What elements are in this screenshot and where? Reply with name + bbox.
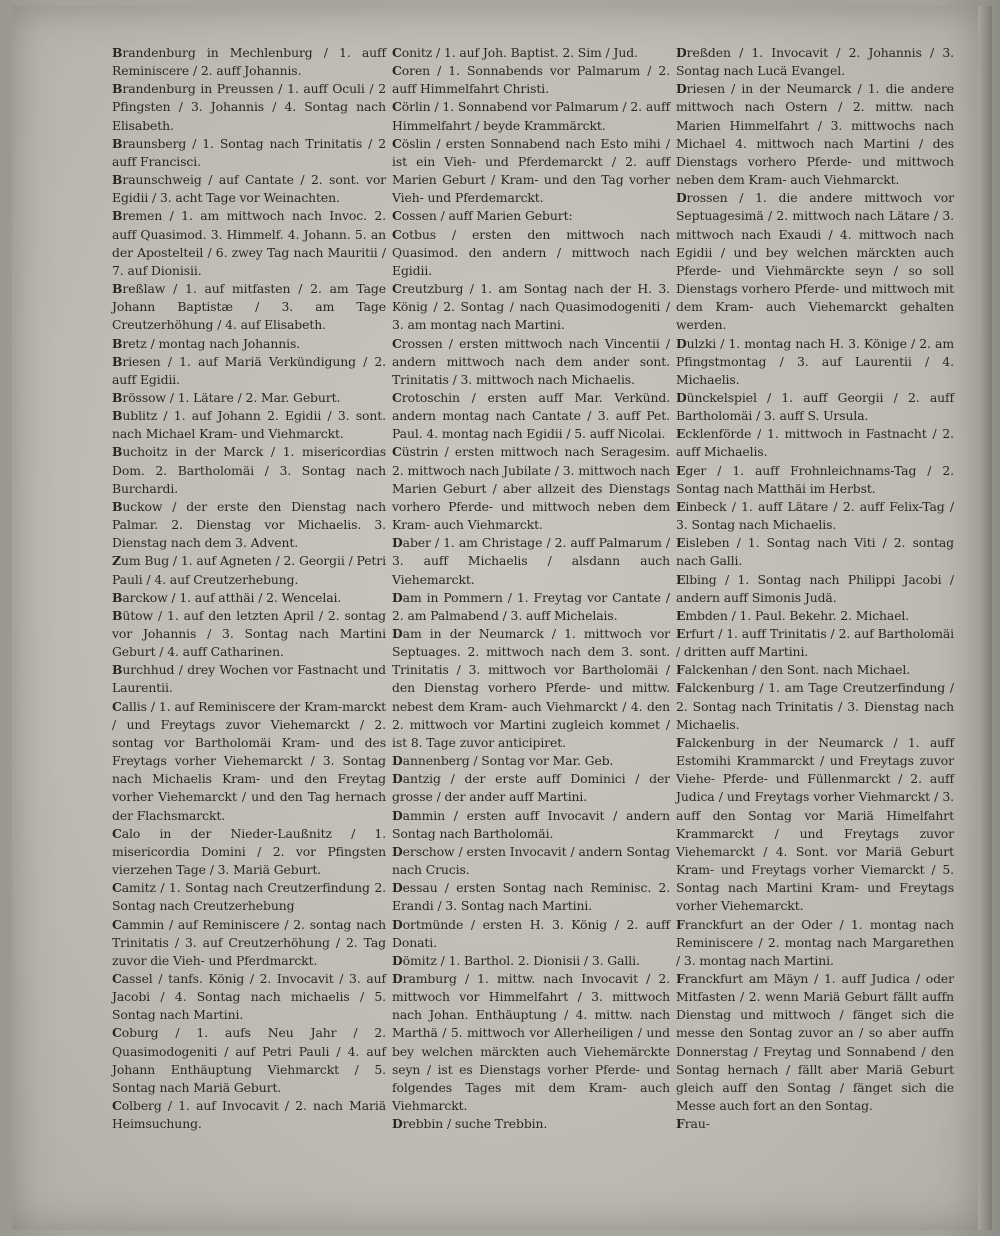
market-entry: Dam in der Neumarck / 1. mittwoch vor Septuages. 2. mittwoch nach dem 3. sont. Trinitatis / 3. mittwoch vor Bartholomäi / den Dienstag vorhero Pferde- und mittw. nebest dem Kram- auch Viehmarckt / 4. den 2. mittwoch vor Martini zugleich kommet / ist 8. Tage zuvor anticipiret. bbox=[392, 626, 670, 750]
market-entry: Braunschweig / auf Cantate / 2. sont. vor Egidii / 3. acht Tage vor Weinachten. bbox=[112, 172, 386, 206]
market-entry: Bütow / 1. auf den letzten April / 2. sontag vor Johannis / 3. Sontag nach Martini Geburt / 4. auff Catharinen. bbox=[112, 607, 386, 660]
market-entry: Falckenburg / 1. am Tage Creutzerfindung / 2. Sontag nach Trinitatis / 3. Dienstag nach Michaelis. bbox=[676, 680, 954, 732]
market-entry: Cassel / tanfs. König / 2. Invocavit / 3. auf Jacobi / 4. Sontag nach michaelis / 5. Sontag nach Martini. bbox=[112, 970, 386, 1023]
market-entry: Colberg / 1. auf Invocavit / 2. nach Mariä Heimsuchung. bbox=[112, 1098, 386, 1132]
text-column-1 bbox=[112, 44, 386, 1133]
market-entry: Dam in Pommern / 1. Freytag vor Cantate / 2. am Palmabend / 3. auff Michelais. bbox=[392, 589, 670, 623]
market-entry: Bretz / montag nach Johannis. bbox=[112, 335, 301, 351]
market-entry: Dreßden / 1. Invocavit / 2. Johannis / 3. Sontag nach Lucä Evangel. bbox=[676, 45, 954, 79]
market-entry: Crossen / ersten mittwoch nach Vincentii / andern mittwoch nach dem ander sont. Trinitatis / 3. mittwoch nach Michaelis. bbox=[392, 335, 670, 387]
market-entry: Coren / 1. Sonnabends vor Palmarum / 2. auff Himmelfahrt Christi. bbox=[392, 63, 670, 97]
market-entry: Bublitz / 1. auf Johann 2. Egidii / 3. sont. nach Michael Kram- und Viehmarckt. bbox=[112, 408, 386, 442]
market-entry: Dortmünde / ersten H. 3. König / 2. auff Donati. bbox=[392, 916, 670, 950]
market-entry: Brandenburg in Mechlenburg / 1. auff Reminiscere / 2. auff Johannis. bbox=[112, 45, 386, 79]
market-entry: Callis / 1. auf Reminiscere der Kram-marckt / und Freytags zuvor Viehemarckt / 2. sontag vor Bartholomäi Kram- und des Freytags vorher Viehemarckt / 3. Sontag nach Michaelis Kram- und den Freytag vorher Viehemarckt / und den Tag hernach der Flachsmarckt. bbox=[112, 698, 386, 823]
market-entry: Briesen / 1. auf Mariä Verkündigung / 2. auff Egidii. bbox=[112, 353, 386, 387]
market-entry: Creutzburg / 1. am Sontag nach der H. 3. König / 2. Sontag / nach Quasimodogeniti / 3. am montag nach Martini. bbox=[392, 281, 670, 333]
market-entry: Dannenberg / Sontag vor Mar. Geb. bbox=[392, 753, 614, 769]
market-entry: Ecklenförde / 1. mittwoch in Fastnacht / 2. auff Michaelis. bbox=[676, 426, 954, 460]
text-column-2 bbox=[392, 44, 670, 1133]
market-entry: Burchhud / drey Wochen vor Fastnacht und Laurentii. bbox=[112, 662, 386, 696]
market-entry: Elbing / 1. Sontag nach Philippi Jacobi / andern auff Simonis Judä. bbox=[676, 571, 954, 605]
market-entry: Calo in der Nieder-Laußnitz / 1. misericordia Domini / 2. vor Pfingsten vierzehen Tage / 3. Mariä Geburt. bbox=[112, 825, 386, 878]
market-entry: Daber / 1. am Christage / 2. auff Palmarum / 3. auff Michaelis / alsdann auch Viehemarckt. bbox=[392, 535, 670, 587]
market-entry: Cossen / auff Marien Geburt: bbox=[392, 208, 573, 224]
market-entry: Frau- bbox=[676, 1116, 710, 1132]
market-entry: Franckfurt an der Oder / 1. montag nach Reminiscere / 2. montag nach Margarethen / 3. montag nach Martini. bbox=[676, 916, 954, 968]
market-entry: Embden / 1. Paul. Bekehr. 2. Michael. bbox=[676, 607, 910, 623]
text-column-3 bbox=[676, 44, 954, 1133]
market-entry: Buchoitz in der Marck / 1. misericordias Dom. 2. Bartholomäi / 3. Sontag nach Burchardi. bbox=[112, 444, 386, 496]
market-entry: Drossen / 1. die andere mittwoch vor Septuagesimä / 2. mittwoch nach Lätare / 3. mittwoch nach Exaudi / 4. mittwoch nach Egidii / und bey welchen märckten auch Pferde- und Viehmärckte seyn / so soll Dienstags vorhero Pferde- und mittwoch mit dem Kram- auch Viehemarckt gehalten werden. bbox=[676, 190, 954, 333]
page-edge bbox=[978, 6, 992, 1230]
market-entry: Breßlaw / 1. auf mitfasten / 2. am Tage Johann Baptistæ / 3. am Tage Creutzerhöhung / 4. auf Elisabeth. bbox=[112, 281, 386, 333]
market-entry: Brössow / 1. Lätare / 2. Mar. Geburt. bbox=[112, 389, 341, 405]
market-entry: Dömitz / 1. Barthol. 2. Dionisii / 3. Galli. bbox=[392, 952, 640, 968]
market-entry: Cotbus / ersten den mittwoch nach Quasimod. den andern / mittwoch nach Egidii. bbox=[392, 226, 670, 278]
market-entry: Zum Bug / 1. auf Agneten / 2. Georgii / Petri Pauli / 4. auf Creutzerhebung. bbox=[112, 553, 386, 587]
market-entry: Dammin / ersten auff Invocavit / andern Sontag nach Bartholomäi. bbox=[392, 807, 670, 841]
market-entry: Dantzig / der erste auff Dominici / der grosse / der ander auff Martini. bbox=[392, 771, 670, 805]
market-entry: Brandenburg in Preussen / 1. auff Oculi / 2 Pfingsten / 3. Johannis / 4. Sontag nach Elisabeth. bbox=[112, 81, 386, 133]
market-entry: Dünckelspiel / 1. auff Georgii / 2. auff Bartholomäi / 3. auff S. Ursula. bbox=[676, 389, 954, 424]
market-entry: Bremen / 1. am mittwoch nach Invoc. 2. auff Quasimod. 3. Himmelf. 4. Johann. 5. an der Apostelteil / 6. zwey Tag nach Mauritii / 7. auf Dionisii. bbox=[112, 208, 386, 278]
market-entry: Driesen / in der Neumarck / 1. die andere mittwoch nach Ostern / 2. mittw. nach Marien Himmelfahrt / 3. mittwochs nach Michael 4. mittwoch nach Martini / des Dienstags vorhero Pferde- und mittwoch neben dem Kram- auch Viehmarckt. bbox=[676, 81, 954, 188]
market-entry: Cüstrin / ersten mittwoch nach Seragesim. 2. mittwoch nach Jubilate / 3. mittwoch nach Marien Geburt / aber allzeit des Dienstags vorhero Pferde- und mittwoch neben dem Kram- auch Viehmarckt. bbox=[392, 444, 670, 533]
market-entry: Falckenburg in der Neumarck / 1. auff Estomihi Krammarckt / und Freytags zuvor Viehe- Pferde- und Füllenmarckt / 2. auff Judica / und Freytags vorher Viehmarckt / 3. auff den Sontag vor Mariä Himelfahrt Krammarckt / und Freytags zuvor Viehemarckt / 4. Sont. vor Mariä Geburt Kram- und Freytags vorher Viemarckt / 5. Sontag nach Martini Kram- und Freytags vorher Viehemarckt. bbox=[676, 734, 954, 914]
market-entry: Eger / 1. auff Frohnleichnams-Tag / 2. Sontag nach Matthäi im Herbst. bbox=[676, 462, 954, 496]
market-entry: Barckow / 1. auf atthäi / 2. Wencelai. bbox=[112, 589, 342, 605]
market-entry: Franckfurt am Mäyn / 1. auff Judica / oder Mitfasten / 2. wenn Mariä Geburt fällt auffn Dienstag und mittwoch / fänget sich die messe den Sontag zuvor an / so aber auffn Donnerstag / Freytag und Sonnabend / den Sontag hernach / fällt aber Mariä Geburt gleich auff den Sontag / fänget sich die Messe auch fort an den Sontag. bbox=[676, 970, 954, 1114]
market-entry: Braunsberg / 1. Sontag nach Trinitatis / 2 auff Francisci. bbox=[112, 135, 386, 169]
market-entry: Cammin / auf Reminiscere / 2. sontag nach Trinitatis / 3. auf Creutzerhöhung / 2. Tag zuvor die Vieh- und Pferdmarckt. bbox=[112, 916, 386, 968]
market-entry: Dramburg / 1. mittw. nach Invocavit / 2. mittwoch vor Himmelfahrt / 3. mittwoch nach Johan. Enthäuptung / 4. mittw. nach Marthä / 5. mittwoch vor Allerheiligen / und bey welchen märckten auch Viehemärckte seyn / ist es Dienstags vorher Pferde- und folgendes Tages mit dem Kram- auch Viehmarckt. bbox=[392, 970, 670, 1114]
market-entry: Eisleben / 1. Sontag nach Viti / 2. sontag nach Galli. bbox=[676, 535, 954, 569]
market-entry: Drebbin / suche Trebbin. bbox=[392, 1116, 548, 1132]
market-entry: Cöslin / ersten Sonnabend nach Esto mihi / ist ein Vieh- und Pferdemarckt / 2. auff Marien Geburt / Kram- und den Tag vorher Vieh- und Pferdemarckt. bbox=[392, 135, 670, 206]
market-entry: Coburg / 1. aufs Neu Jahr / 2. Quasimodogeniti / auf Petri Pauli / 4. auf Johann Enthäuptung Viehmarckt / 5. Sontag nach Mariä Geburt. bbox=[112, 1025, 386, 1095]
market-entry: Erfurt / 1. auff Trinitatis / 2. auf Bartholomäi / dritten auff Martini. bbox=[676, 626, 954, 660]
market-entry: Crotoschin / ersten auff Mar. Verkünd. andern montag nach Cantate / 3. auff Pet. Paul. 4. montag nach Egidii / 5. auff Nicolai. bbox=[392, 389, 670, 442]
market-entry: Dulzki / 1. montag nach H. 3. Könige / 2. am Pfingstmontag / 3. auf Laurentii / 4. Michaelis. bbox=[676, 335, 954, 387]
market-entry: Buckow / der erste den Dienstag nach Palmar. 2. Dienstag vor Michaelis. 3. Dienstag nach dem 3. Advent. bbox=[112, 498, 386, 551]
market-entry: Einbeck / 1. auff Lätare / 2. auff Felix-Tag / 3. Sontag nach Michaelis. bbox=[676, 498, 954, 533]
market-entry: Falckenhan / den Sont. nach Michael. bbox=[676, 662, 911, 678]
market-entry: Cörlin / 1. Sonnabend vor Palmarum / 2. auff Himmelfahrt / beyde Krammärckt. bbox=[392, 99, 670, 133]
market-entry: Conitz / 1. auf Joh. Baptist. 2. Sim / Jud. bbox=[392, 45, 638, 60]
market-entry: Camitz / 1. Sontag nach Creutzerfindung 2. Sontag nach Creutzerhebung bbox=[112, 880, 386, 914]
market-entry: Derschow / ersten Invocavit / andern Sontag nach Crucis. bbox=[392, 843, 670, 878]
market-entry: Dessau / ersten Sontag nach Reminisc. 2. Erandi / 3. Sontag nach Martini. bbox=[392, 880, 670, 914]
